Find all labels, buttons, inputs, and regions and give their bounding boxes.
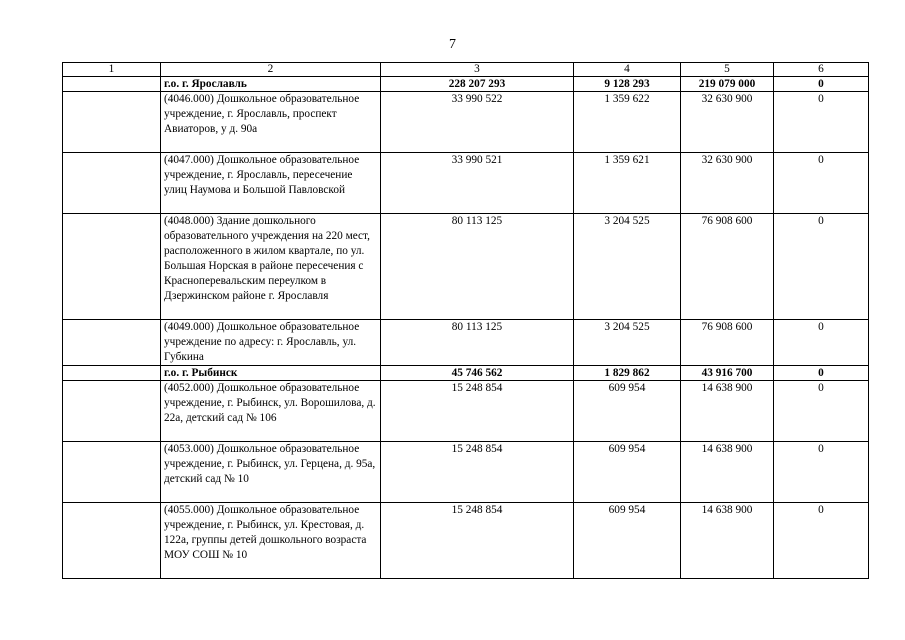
data-table <box>62 62 869 579</box>
cell-total: 15 248 854 <box>381 381 574 442</box>
cell-col6: 0 <box>774 77 869 92</box>
cell-col4: 609 954 <box>574 503 681 579</box>
column-header-1: 1 <box>63 63 161 77</box>
cell-col5: 14 638 900 <box>681 503 774 579</box>
cell-total: 15 248 854 <box>381 503 574 579</box>
cell-col5: 219 079 000 <box>681 77 774 92</box>
cell-index <box>63 442 161 503</box>
object-description: (4055.000) Дошкольное образовательное учреждение, г. Рыбинск, ул. Крестовая, д. 122а, группы детей дошкольного возраста МОУ СОШ № 10 <box>161 503 381 579</box>
cell-index <box>63 214 161 320</box>
table-row <box>63 320 869 366</box>
column-header-6: 6 <box>774 63 869 77</box>
cell-col6: 0 <box>774 503 869 579</box>
table-row <box>63 503 869 579</box>
cell-col4: 9 128 293 <box>574 77 681 92</box>
object-description: (4052.000) Дошкольное образовательное учреждение, г. Рыбинск, ул. Ворошилова, д. 22а, детский сад № 106 <box>161 381 381 442</box>
cell-col4: 1 359 622 <box>574 92 681 153</box>
cell-total: 80 113 125 <box>381 320 574 366</box>
table-row <box>63 153 869 214</box>
group-row-rybinsk <box>63 366 869 381</box>
page-number: 7 <box>449 37 456 52</box>
cell-index <box>63 381 161 442</box>
column-header-5: 5 <box>681 63 774 77</box>
group-name: г.о. г. Рыбинск <box>161 366 381 381</box>
cell-col4: 1 829 862 <box>574 366 681 381</box>
group-row-yaroslavl <box>63 77 869 92</box>
object-description: (4048.000) Здание дошкольного образовательного учреждения на 220 мест, расположенного в жилом квартале, по ул. Большая Норская в районе пересечения с Красноперевальским переулком в Дзержинском районе г. Ярославля <box>161 214 381 320</box>
object-description: (4049.000) Дошкольное образовательное учреждение по адресу: г. Ярославль, ул. Губкина <box>161 320 381 366</box>
cell-col6: 0 <box>774 366 869 381</box>
group-name: г.о. г. Ярославль <box>161 77 381 92</box>
table-row <box>63 214 869 320</box>
cell-col5: 14 638 900 <box>681 442 774 503</box>
object-description: (4053.000) Дошкольное образовательное учреждение, г. Рыбинск, ул. Герцена, д. 95а, детский сад № 10 <box>161 442 381 503</box>
cell-col4: 609 954 <box>574 381 681 442</box>
cell-col4: 3 204 525 <box>574 214 681 320</box>
column-header-2: 2 <box>161 63 381 77</box>
column-header-3: 3 <box>381 63 574 77</box>
cell-col6: 0 <box>774 92 869 153</box>
cell-col5: 43 916 700 <box>681 366 774 381</box>
cell-col5: 76 908 600 <box>681 320 774 366</box>
column-header-4: 4 <box>574 63 681 77</box>
cell-index <box>63 503 161 579</box>
table-row <box>63 92 869 153</box>
table-row <box>63 442 869 503</box>
cell-col4: 3 204 525 <box>574 320 681 366</box>
cell-index <box>63 77 161 92</box>
cell-col5: 32 630 900 <box>681 92 774 153</box>
cell-index <box>63 92 161 153</box>
cell-col5: 32 630 900 <box>681 153 774 214</box>
header-row <box>63 63 869 77</box>
cell-index <box>63 366 161 381</box>
cell-col5: 76 908 600 <box>681 214 774 320</box>
cell-total: 33 990 521 <box>381 153 574 214</box>
cell-total: 45 746 562 <box>381 366 574 381</box>
cell-col6: 0 <box>774 214 869 320</box>
cell-total: 15 248 854 <box>381 442 574 503</box>
cell-index <box>63 153 161 214</box>
cell-total: 33 990 522 <box>381 92 574 153</box>
cell-total: 80 113 125 <box>381 214 574 320</box>
cell-col6: 0 <box>774 153 869 214</box>
cell-index <box>63 320 161 366</box>
cell-total: 228 207 293 <box>381 77 574 92</box>
cell-col6: 0 <box>774 381 869 442</box>
cell-col4: 609 954 <box>574 442 681 503</box>
cell-col6: 0 <box>774 442 869 503</box>
cell-col4: 1 359 621 <box>574 153 681 214</box>
object-description: (4046.000) Дошкольное образовательное учреждение, г. Ярославль, проспект Авиаторов, у д. 90а <box>161 92 381 153</box>
table-row <box>63 381 869 442</box>
cell-col6: 0 <box>774 320 869 366</box>
object-description: (4047.000) Дошкольное образовательное учреждение, г. Ярославль, пересечение улиц Наумова и Большой Павловской <box>161 153 381 214</box>
cell-col5: 14 638 900 <box>681 381 774 442</box>
